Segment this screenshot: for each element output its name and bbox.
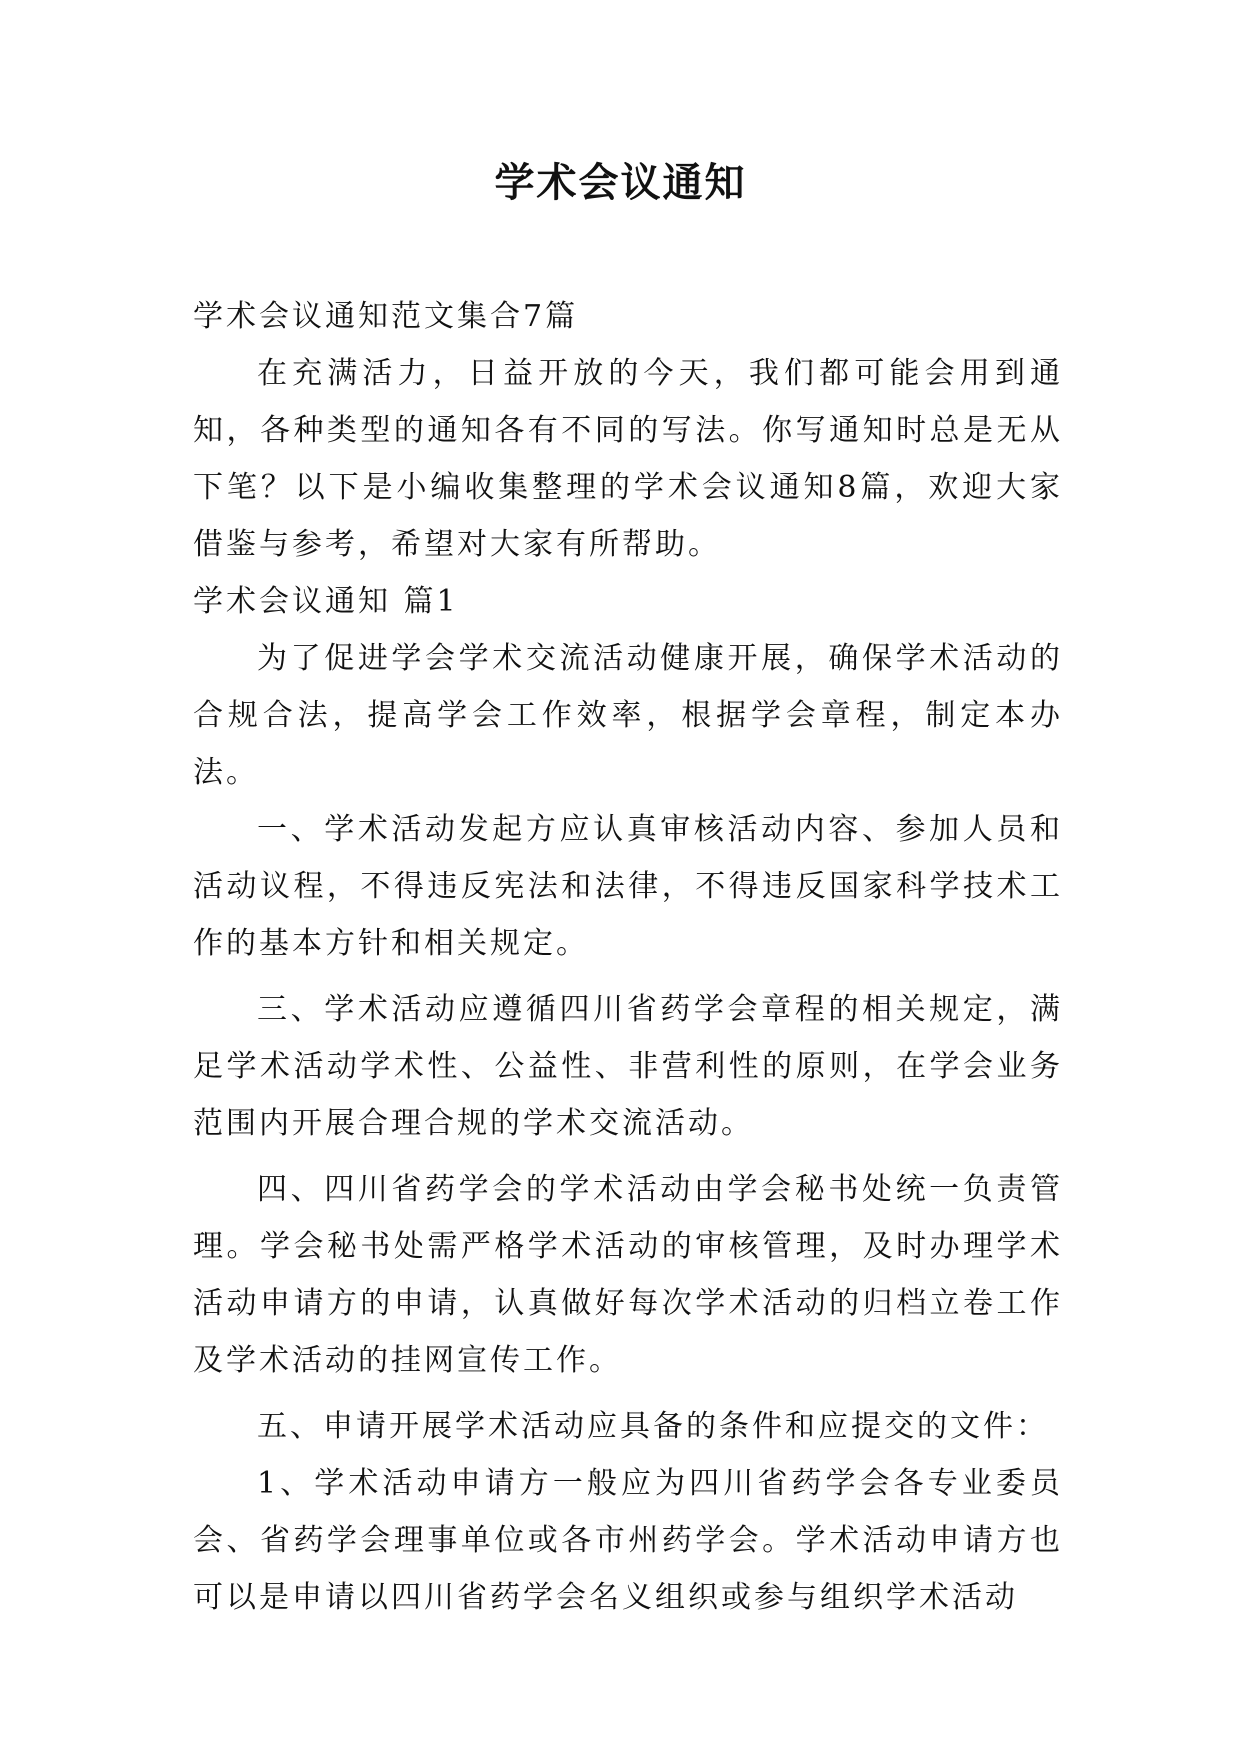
body-paragraph-item-3: 三、学术活动应遵循四川省药学会章程的相关规定，满足学术活动学术性、公益性、非营利性的原则，在学会业务范围内开展合理合规的学术交流活动。 (193, 992, 1063, 1141)
document-body (193, 288, 1063, 1626)
body-paragraph-item-1: 一、学术活动发起方应认真审核活动内容、参加人员和活动议程，不得违反宪法和法律，不得违反国家科学技术工作的基本方针和相关规定。 (193, 812, 1063, 961)
body-paragraph-item-5: 五、申请开展学术活动应具备的条件和应提交的文件： (257, 1409, 1049, 1444)
section-heading: 学术会议通知 篇1 (193, 584, 459, 619)
document-title: 学术会议通知 (494, 159, 747, 206)
body-paragraph-item-5-1: 1、学术活动申请方一般应为四川省药学会各专业委员会、省药学会理事单位或各市州药学会。学术活动申请方也可以是申请以四川省药学会名义组织或参与组织学术活动 (193, 1466, 1063, 1615)
document-subtitle: 学术会议通知范文集合7篇 (193, 299, 579, 334)
body-paragraph-item-4: 四、四川省药学会的学术活动由学会秘书处统一负责管理。学会秘书处需严格学术活动的审核管理，及时办理学术活动申请方的申请，认真做好每次学术活动的归档立卷工作及学术活动的挂网宣传工作。 (193, 1172, 1063, 1378)
body-paragraph-purpose: 为了促进学会学术交流活动健康开展，确保学术活动的合规合法，提高学会工作效率，根据学会章程，制定本办法。 (193, 641, 1063, 790)
intro-paragraph: 在充满活力，日益开放的今天，我们都可能会用到通知，各种类型的通知各有不同的写法。你写通知时总是无从下笔？以下是小编收集整理的学术会议通知8篇，欢迎大家借鉴与参考，希望对大家有所帮助。 (193, 356, 1063, 562)
